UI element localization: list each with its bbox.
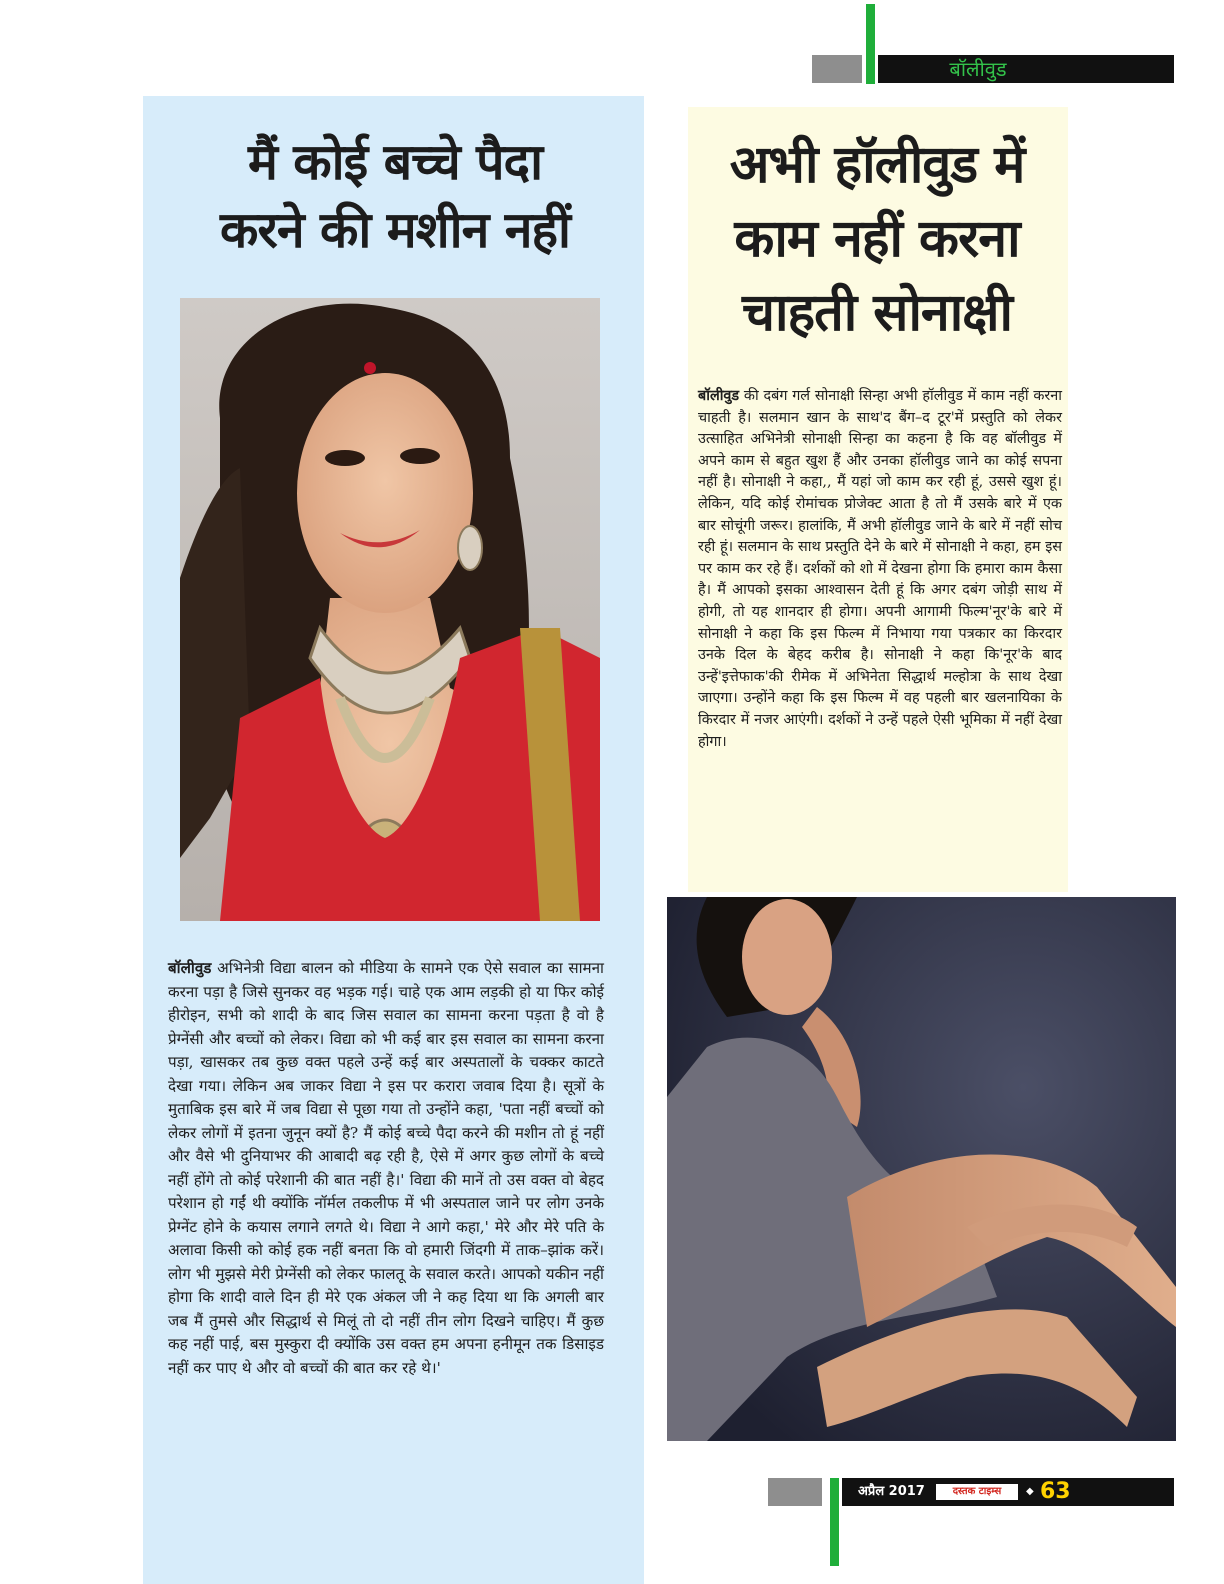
left-article-body [168,957,604,1380]
vidya-balan-photo [180,298,600,921]
vidya-balan-photo-illustration [180,298,600,921]
header-accent-bar [866,4,875,84]
right-article-body [698,385,1062,753]
left-headline [150,128,640,264]
header-grey-block [812,55,862,83]
issue-date: अप्रैल 2017 [858,1484,925,1499]
right-headline [692,128,1062,350]
sonakshi-sinha-photo [667,897,1176,1441]
right-article-text: की दबंग गर्ल सोनाक्षी सिन्हा अभी हॉलीवुड में काम नहीं करना चाहती है। सलमान खान के साथ'द बैंग–द टूर'में प्रस्तुति को लेकर उत्साहित अभिनेत्री सोनाक्षी सिन्हा का कहना है कि वह बॉलीवुड में अपने काम से बहुत खुश हैं और उनका हॉलीवुड जाने का कोई सपना नहीं है। सोनाक्षी ने कहा,, मैं यहां जो काम कर रही हूं, उससे खुश हूं। लेकिन, यदि कोई रोमांचक प्रोजेक्ट आता है तो मैं उसके बारे में एक बार सोचूंगी जरूर। हालांकि, मैं अभी हॉलीवुड जाने के बारे में नहीं सोच रही हूं। सलमान के साथ प्रस्तुति देने के बारे में सोनाक्षी ने कहा, हम इस पर काम कर रहे हैं। दर्शकों को शो में देखना होगा कि हमारा काम कैसा है। मैं आपको इसका आश्वासन देती हूं कि अगर दबंग जोड़ी साथ में होगी, तो यह शानदार ही होगा। अपनी आगामी फिल्म'नूर'के बारे में सोनाक्षी ने कहा कि इस फिल्म में निभाया गया पत्रकार का किरदार उनके दिल के बेहद करीब है। सोनाक्षी ने कहा कि'नूर'के बाद उन्हें'इत्तेफाक'की रीमेक में अभिनेता सिद्धार्थ मल्होत्रा के साथ देखा जाएगा। उन्होंने कहा कि इस फिल्म में वह पहली बार खलनायिका के किरदार में नजर आएंगी। दर्शकों ने उन्हें पहले ऐसी भूमिका में नहीं देखा होगा। [698,388,1062,750]
left-headline-line: मैं कोई बच्चे पैदा [247,133,543,191]
sonakshi-sinha-photo-illustration [667,897,1176,1441]
left-article-lead: बॉलीवुड [168,959,212,977]
footer-grey-block [768,1478,822,1506]
bullet-icon: ◆ [1026,1486,1034,1497]
right-headline-line: काम नहीं करना [734,209,1020,269]
magazine-logo: दस्तक टाइम्स [936,1484,1018,1500]
page-number: 63 [1040,1479,1071,1504]
right-headline-line: अभी हॉलीवुड में [729,135,1025,195]
footer-accent-bar [830,1478,839,1566]
right-article-lead: बॉलीवुड [698,387,740,404]
left-article-text: अभिनेत्री विद्या बालन को मीडिया के सामने एक ऐसे सवाल का सामना करना पड़ा है जिसे सुनकर वह भड़क गई। चाहे एक आम लड़की हो या फिर कोई हीरोइन, सभी को शादी के बाद जिस सवाल का सामना करना पड़ता है वो है प्रेग्नेंसी और बच्चों को लेकर। विद्या को भी कई बार इस सवाल का सामना करना पड़ा, खासकर तब कुछ वक्त पहले उन्हें कई बार अस्पतालों के चक्कर काटते देखा गया। लेकिन अब जाकर विद्या ने इस पर करारा जवाब दिया है। सूत्रों के मुताबिक इस बारे में जब विद्या से पूछा गया तो उन्होंने कहा, 'पता नहीं बच्चों को लेकर लोगों में इतना जुनून क्यों है? मैं कोई बच्चे पैदा करने की मशीन तो हूं नहीं और वैसे भी दुनियाभर की आबादी बढ़ रही है, ऐसे में अगर कुछ लोगों के बच्चे नहीं होंगे तो कोई परेशानी की बात नहीं है।' विद्या की मानें तो उस वक्त वो बेहद परेशान हो गईं थी क्योंकि नॉर्मल तकलीफ में भी अस्पताल जाने पर लोग उनके प्रेग्नेंट होने के कयास लगाने लगते थे। विद्या ने आगे कहा,' मेरे और मेरे पति के अलावा किसी को कोई हक नहीं बनता कि वो हमारी जिंदगी में ताक–झांक करें। लोग भी मुझसे मेरी प्रेग्नेंसी को लेकर फालतू के सवाल करते। आपको यकीन नहीं होगा कि शादी वाले दिन ही मेरे एक अंकल जी ने कह दिया था कि अगली बार जब मैं तुमसे और सिद्धार्थ से मिलूं तो दो नहीं तीन लोग दिखने चाहिए। मैं कुछ कह नहीं पाई, बस मुस्कुरा दी क्योंकि उस वक्त हम अपना हनीमून तक डिसाइड नहीं कर पाए थे और वो बच्चों की बात कर रहे थे।' [168,959,604,1377]
section-label: बॉलीवुड [949,57,1007,81]
left-headline-line: करने की मशीन नहीं [219,201,571,259]
right-headline-line: चाहती सोनाक्षी [741,283,1012,343]
